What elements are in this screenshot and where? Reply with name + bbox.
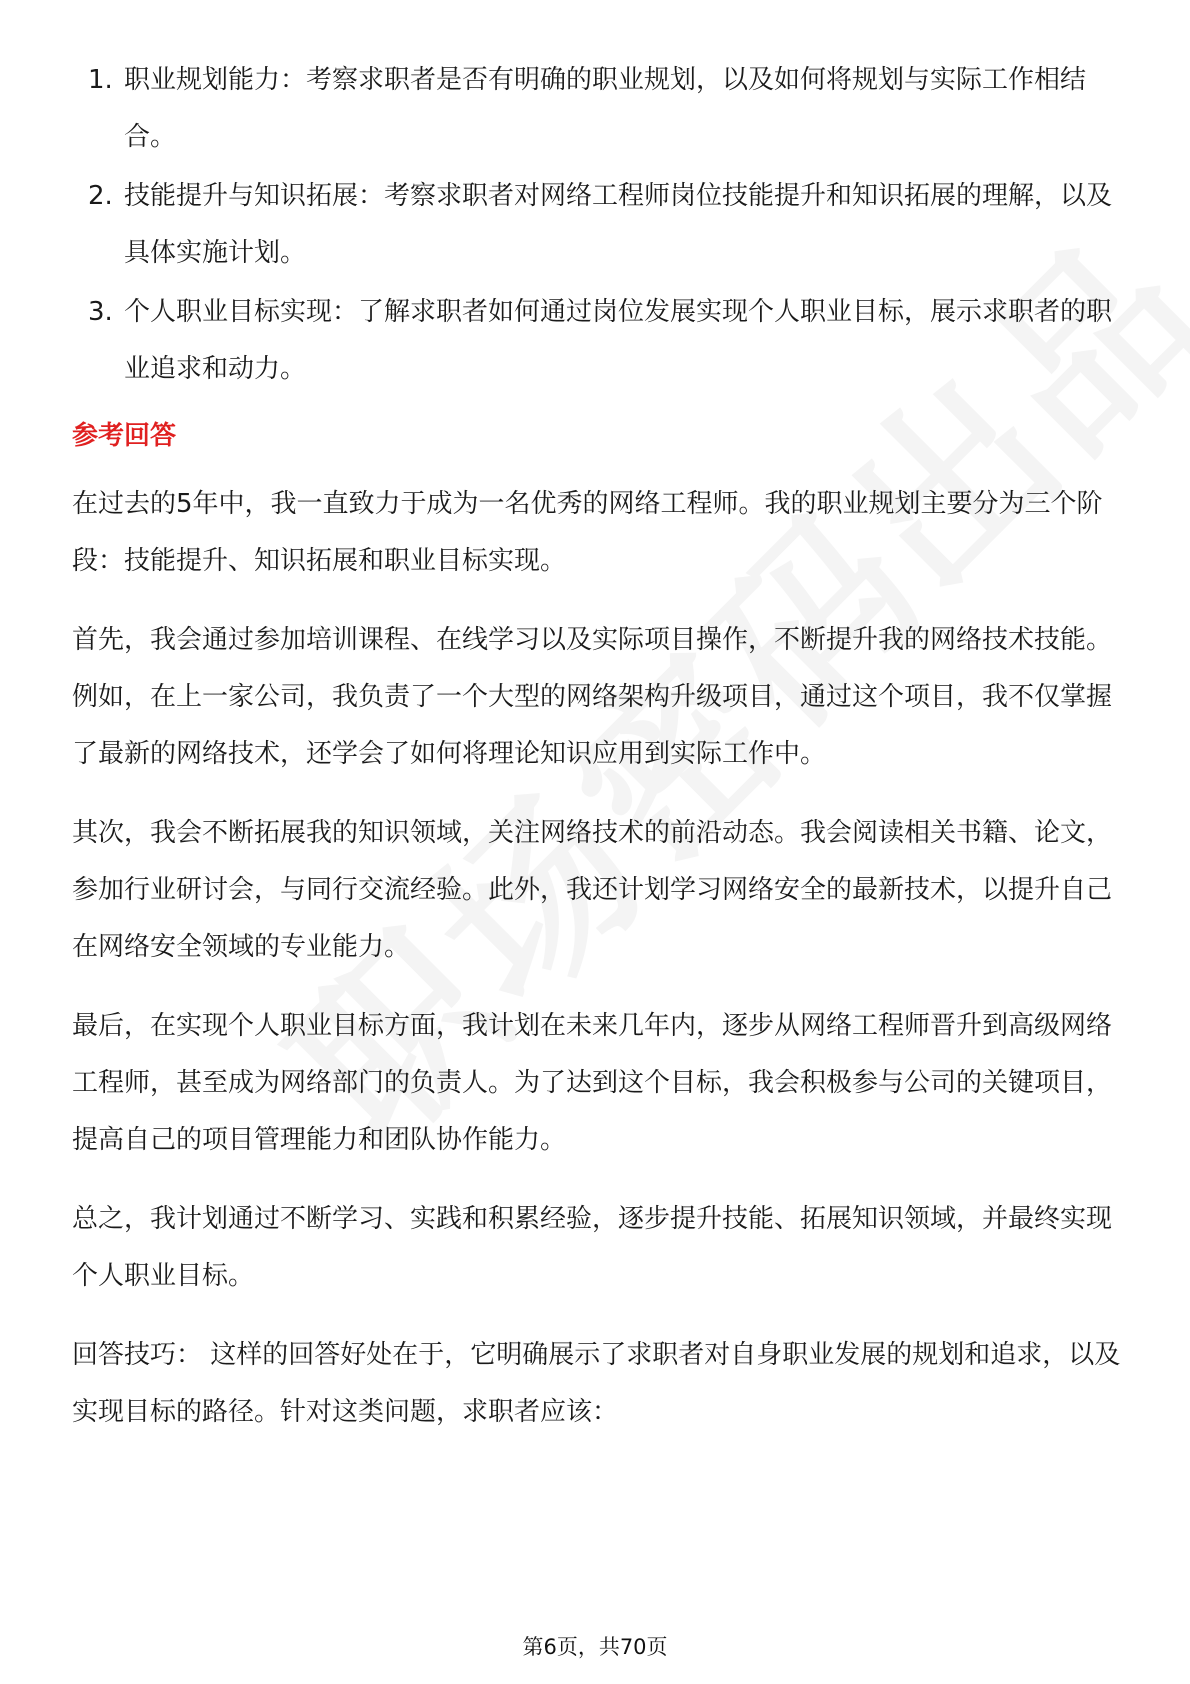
answer-paragraph: 首先，我会通过参加培训课程、在线学习以及实际项目操作，不断提升我的网络技术技能。例如，在上一家公司，我负责了一个大型的网络架构升级项目，通过这个项目，我不仅掌握了最新的网络技术，还学会了如何将理论知识应用到实际工作中。 [72,625,1113,769]
page-number-footer: 第6页，共70页 [522,1635,668,1659]
list-item-number: 3. [88,297,113,327]
list-item-number: 1. [88,65,113,95]
answer-paragraph: 最后，在实现个人职业目标方面，我计划在未来几年内，逐步从网络工程师晋升到高级网络工程师，甚至成为网络部门的负责人。为了达到这个目标，我会积极参与公司的关键项目，提高自己的项目管理能力和团队协作能力。 [72,1011,1113,1155]
page-content [72,52,1122,1463]
list-item [72,52,1122,166]
reference-answer-heading: 参考回答 [72,421,177,451]
list-item [72,168,1122,282]
list-item-text: 个人职业目标实现：了解求职者如何通过岗位发展实现个人职业目标，展示求职者的职业追求和动力。 [124,297,1113,384]
answer-tips-paragraph: 回答技巧： 这样的回答好处在于，它明确展示了求职者对自身职业发展的规划和追求，以及实现目标的路径。针对这类问题，求职者应该： [72,1340,1121,1427]
answer-paragraph: 在过去的5年中，我一直致力于成为一名优秀的网络工程师。我的职业规划主要分为三个阶段：技能提升、知识拓展和职业目标实现。 [72,489,1103,576]
answer-paragraph: 其次，我会不断拓展我的知识领域，关注网络技术的前沿动态。我会阅读相关书籍、论文，参加行业研讨会，与同行交流经验。此外，我还计划学习网络安全的最新技术，以提升自己在网络安全领域的专业能力。 [72,818,1113,962]
list-item [72,284,1122,398]
evaluation-points-list [72,52,1122,398]
list-item-number: 2. [88,181,113,211]
list-item-text: 职业规划能力：考察求职者是否有明确的职业规划，以及如何将规划与实际工作相结合。 [124,65,1087,152]
answer-paragraph: 总之，我计划通过不断学习、实践和积累经验，逐步提升技能、拓展知识领域，并最终实现个人职业目标。 [72,1204,1113,1291]
list-item-text: 技能提升与知识拓展：考察求职者对网络工程师岗位技能提升和知识拓展的理解，以及具体实施计划。 [124,181,1113,268]
